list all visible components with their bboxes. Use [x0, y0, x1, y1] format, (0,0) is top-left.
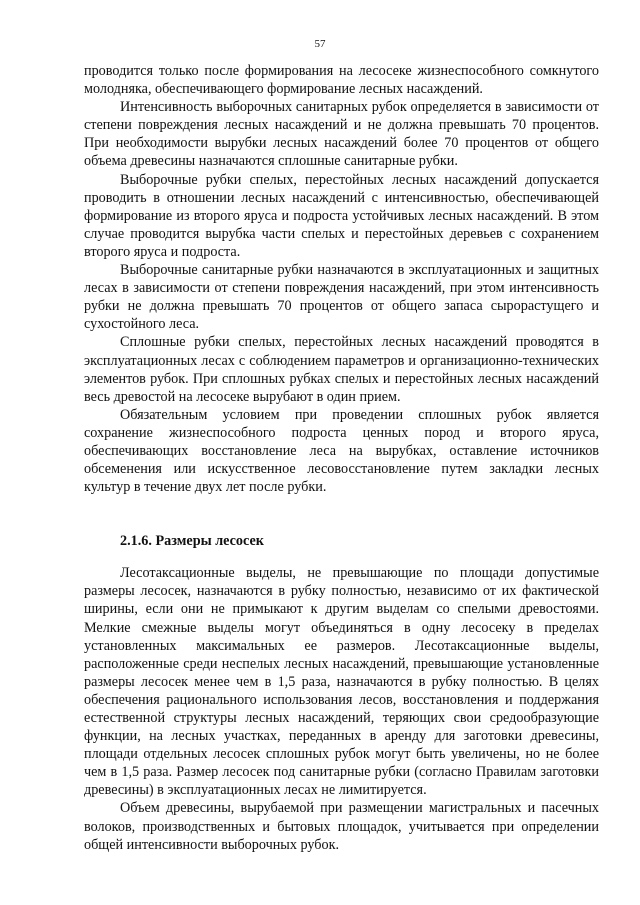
- paragraph-selective-sanitary-cutting: Выборочные санитарные рубки назначаются в эксплуатационных и защитных лесах в зависимости от степени повреждения насаждений, при этом интенсивность рубки не должна превышать 70 процентов от общего запаса сырорастущего и сухостойного леса.: [84, 262, 599, 333]
- page-body: [84, 62, 599, 854]
- paragraph-sanitary-intensity: Интенсивность выборочных санитарных рубок определяется в зависимости от степени повреждения лесных насаждений и не должна превышать 70 процентов. При необходимости вырубки лесных насаждений более 70 процентов от общего объема древесины назначаются сплошные санитарные рубки.: [84, 99, 599, 170]
- paragraph-selective-mature-cutting: Выборочные рубки спелых, перестойных лесных насаждений допускается проводить в отношении лесных насаждений с интенсивностью, обеспечивающей формирование из второго яруса и подроста устойчивых лесных насаждений. В этом случае проводится вырубка части спелых и перестойных деревьев с сохранением второго яруса и подроста.: [84, 171, 599, 260]
- paragraph-clear-cutting-condition: Обязательным условием при проведении сплошных рубок является сохранение жизнеспособного подроста ценных пород и второго яруса, обеспечивающих восстановление леса на вырубках, оставление источников обсеменения или искусственное лесовосстановление путем закладки лесных культур в течение двух лет после рубки.: [84, 406, 599, 496]
- section-heading: 2.1.6. Размеры лесосек: [120, 533, 264, 550]
- paragraph-clear-cutting: Сплошные рубки спелых, перестойных лесных насаждений проводятся в эксплуатационных лесах с соблюдением параметров и организационно-технических элементов рубок. При сплошных рубках спелых и перестойных лесных насаждений весь древостой на лесосеке вырубают в один прием.: [84, 334, 599, 405]
- paragraph-continuation: проводится только после формирования на лесосеке жизнеспособного сомкнутого молодняка, обеспечивающего формирование лесных насаждений.: [84, 63, 599, 98]
- paragraph-timber-volume: Объем древесины, вырубаемой при размещении магистральных и пасечных волоков, производственных и бытовых площадок, учитывается при определении общей интенсивности выборочных рубок.: [84, 800, 599, 853]
- page-number: 57: [314, 38, 326, 50]
- paragraph-cutting-area-sizes: Лесотаксационные выделы, не превышающие по площади допустимые размеры лесосек, назначаются в рубку полностью, независимо от их фактической ширины, если они не примыкают к другим выделам со спелыми древостоями. Мелкие смежные выделы могут объединяться в одну лесосеку в пределах установленных максимальных ее размеров. Лесотаксационные выделы, расположенные среди неспелых лесных насаждений, превышающие установленные размеры лесосек менее чем в 1,5 раза, назначаются в рубку полностью. В целях обеспечения рационального использования лесов, восстановления и поддержания естественной структуры лесных насаждений, теряющих свои средообразующие функции, на лесных участках, переданных в аренду для заготовки древесины, площади отдельных лесосек сплошных рубок могут быть увеличены, но не более чем в 1,5 раза. Размер лесосек под санитарные рубки (согласно Правилам заготовки древесины) в эксплуатационных лесах не лимитируется.: [84, 565, 599, 799]
